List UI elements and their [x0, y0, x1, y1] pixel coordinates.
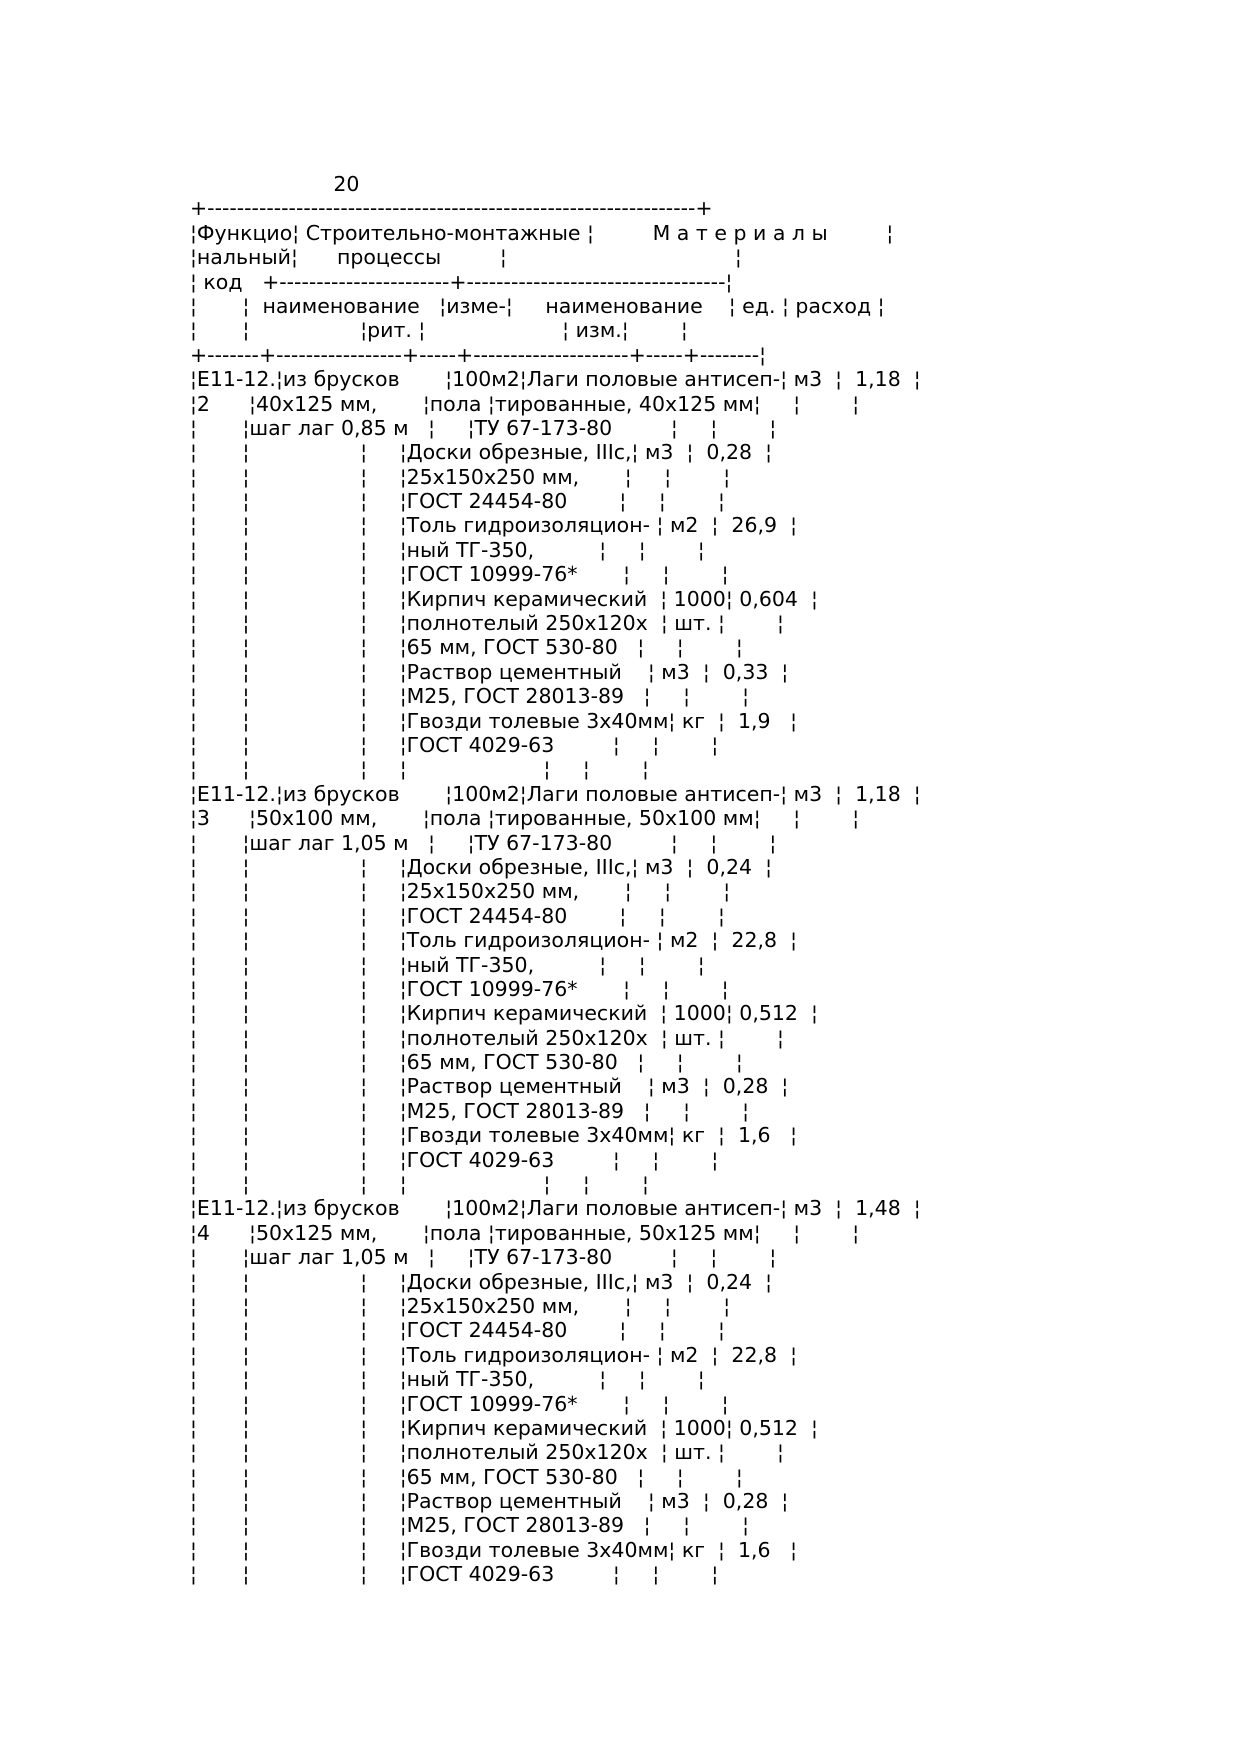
table-line: ¦Е11-12.¦из брусков ¦100м2¦Лаги половые антисеп-¦ м3 ¦ 1,48 ¦	[190, 1196, 921, 1221]
table-line: ¦ ¦шаг лаг 1,05 м ¦ ¦ТУ 67-173-80 ¦ ¦ ¦	[190, 1245, 777, 1270]
table-line: ¦ ¦ ¦ ¦ГОСТ 24454-80 ¦ ¦ ¦	[190, 1318, 725, 1343]
table-line: ¦ ¦ ¦ ¦ГОСТ 10999-76* ¦ ¦ ¦	[190, 562, 729, 587]
table-line: ¦Функцио¦ Строительно-монтажные ¦ М а т е р и а л ы ¦	[190, 220, 894, 245]
table-line: ¦ ¦ ¦ ¦ ¦ ¦ ¦	[190, 757, 649, 782]
table-line: ¦ ¦ ¦ ¦ный ТГ-350, ¦ ¦ ¦	[190, 952, 705, 977]
table-line: ¦ ¦ ¦ ¦ГОСТ 4029-63 ¦ ¦ ¦	[190, 1562, 719, 1587]
table-line: ¦ ¦ ¦ ¦Гвозди толевые 3х40мм¦ кг ¦ 1,9 ¦	[190, 708, 798, 733]
table-line: ¦ ¦ ¦ ¦ный ТГ-350, ¦ ¦ ¦	[190, 537, 705, 562]
table-line: ¦ код +-----------------------+-----------------------------------¦	[190, 269, 733, 294]
table-line: ¦ ¦шаг лаг 1,05 м ¦ ¦ТУ 67-173-80 ¦ ¦ ¦	[190, 830, 777, 855]
table-line: ¦ ¦ ¦ ¦Толь гидроизоляцион- ¦ м2 ¦ 22,8 ¦	[190, 928, 798, 953]
table-line: ¦нальный¦ процессы ¦ ¦	[190, 245, 742, 270]
table-line: +------------------------------------------------------------------+	[190, 196, 713, 221]
page-number: 20	[190, 172, 360, 196]
table-line: ¦ ¦ ¦ ¦Кирпич керамический ¦ 1000¦ 0,512 ¦	[190, 1415, 818, 1440]
table-line: ¦ ¦ ¦ ¦ГОСТ 10999-76* ¦ ¦ ¦	[190, 976, 729, 1001]
table-line: ¦ ¦ ¦ ¦Раствор цементный ¦ м3 ¦ 0,28 ¦	[190, 1489, 789, 1514]
table-line: ¦2 ¦40х125 мм, ¦пола ¦тированные, 40х125 мм¦ ¦ ¦	[190, 391, 860, 416]
document-text-table	[190, 172, 921, 1587]
table-line: ¦ ¦ ¦ ¦65 мм, ГОСТ 530-80 ¦ ¦ ¦	[190, 1464, 743, 1489]
table-line: ¦ ¦ ¦ ¦ГОСТ 4029-63 ¦ ¦ ¦	[190, 732, 719, 757]
table-line: ¦ ¦ ¦ ¦Кирпич керамический ¦ 1000¦ 0,512 ¦	[190, 1001, 818, 1026]
table-line: ¦ ¦ ¦ ¦М25, ГОСТ 28013-89 ¦ ¦ ¦	[190, 684, 750, 709]
table-line: ¦ ¦ ¦ ¦Доски обрезные, IIIс,¦ м3 ¦ 0,24 ¦	[190, 854, 773, 879]
table-line: ¦ ¦ наименование ¦изме-¦ наименование ¦ ед. ¦ расход ¦	[190, 293, 885, 318]
table-line: ¦ ¦ ¦ ¦М25, ГОСТ 28013-89 ¦ ¦ ¦	[190, 1098, 750, 1123]
table-line: ¦ ¦ ¦ ¦65 мм, ГОСТ 530-80 ¦ ¦ ¦	[190, 635, 743, 660]
table-line: ¦Е11-12.¦из брусков ¦100м2¦Лаги половые антисеп-¦ м3 ¦ 1,18 ¦	[190, 367, 921, 392]
table-line: ¦ ¦ ¦ ¦Толь гидроизоляцион- ¦ м2 ¦ 26,9 ¦	[190, 513, 798, 538]
table-line: ¦ ¦ ¦ ¦полнотелый 250х120х ¦ шт. ¦ ¦	[190, 1025, 784, 1050]
table-line: ¦ ¦ ¦ ¦Раствор цементный ¦ м3 ¦ 0,33 ¦	[190, 659, 789, 684]
table-line: ¦ ¦ ¦ ¦Кирпич керамический ¦ 1000¦ 0,604 ¦	[190, 586, 818, 611]
table-line: ¦ ¦ ¦ ¦65 мм, ГОСТ 530-80 ¦ ¦ ¦	[190, 1050, 743, 1075]
table-line: ¦ ¦ ¦ ¦М25, ГОСТ 28013-89 ¦ ¦ ¦	[190, 1513, 750, 1538]
table-line: ¦ ¦ ¦ ¦полнотелый 250х120х ¦ шт. ¦ ¦	[190, 1440, 784, 1465]
table-line: ¦ ¦ ¦ ¦ГОСТ 10999-76* ¦ ¦ ¦	[190, 1391, 729, 1416]
table-line: ¦ ¦ ¦ ¦Гвозди толевые 3х40мм¦ кг ¦ 1,6 ¦	[190, 1123, 798, 1148]
table-line: ¦ ¦ ¦ ¦ГОСТ 24454-80 ¦ ¦ ¦	[190, 903, 725, 928]
table-line: ¦ ¦ ¦ ¦Толь гидроизоляцион- ¦ м2 ¦ 22,8 ¦	[190, 1342, 798, 1367]
table-line: ¦ ¦ ¦ ¦Доски обрезные, IIIс,¦ м3 ¦ 0,24 ¦	[190, 1269, 773, 1294]
table-line: ¦ ¦шаг лаг 0,85 м ¦ ¦ТУ 67-173-80 ¦ ¦ ¦	[190, 415, 777, 440]
table-line: ¦ ¦ ¦ ¦полнотелый 250х120х ¦ шт. ¦ ¦	[190, 611, 784, 636]
table-line: ¦ ¦ ¦ ¦Раствор цементный ¦ м3 ¦ 0,28 ¦	[190, 1074, 789, 1099]
table-line: ¦3 ¦50х100 мм, ¦пола ¦тированные, 50х100 мм¦ ¦ ¦	[190, 806, 860, 831]
table-line: ¦ ¦ ¦рит. ¦ ¦ изм.¦ ¦	[190, 318, 688, 343]
table-line: ¦ ¦ ¦ ¦25х150х250 мм, ¦ ¦ ¦	[190, 464, 731, 489]
table-line: ¦ ¦ ¦ ¦ГОСТ 24454-80 ¦ ¦ ¦	[190, 489, 725, 514]
table-line: +-------+-----------------+-----+---------------------+-----+--------¦	[190, 342, 766, 367]
table-line: ¦4 ¦50х125 мм, ¦пола ¦тированные, 50х125 мм¦ ¦ ¦	[190, 1220, 860, 1245]
table-line: ¦ ¦ ¦ ¦25х150х250 мм, ¦ ¦ ¦	[190, 1293, 731, 1318]
table-line: ¦ ¦ ¦ ¦Доски обрезные, IIIс,¦ м3 ¦ 0,28 ¦	[190, 440, 773, 465]
table-line: ¦ ¦ ¦ ¦ ¦ ¦ ¦	[190, 1172, 649, 1197]
table-line: ¦ ¦ ¦ ¦25х150х250 мм, ¦ ¦ ¦	[190, 879, 731, 904]
table-line: ¦ ¦ ¦ ¦Гвозди толевые 3х40мм¦ кг ¦ 1,6 ¦	[190, 1537, 798, 1562]
table-line: ¦Е11-12.¦из брусков ¦100м2¦Лаги половые антисеп-¦ м3 ¦ 1,18 ¦	[190, 781, 921, 806]
table-line: ¦ ¦ ¦ ¦ный ТГ-350, ¦ ¦ ¦	[190, 1367, 705, 1392]
table-line: ¦ ¦ ¦ ¦ГОСТ 4029-63 ¦ ¦ ¦	[190, 1147, 719, 1172]
